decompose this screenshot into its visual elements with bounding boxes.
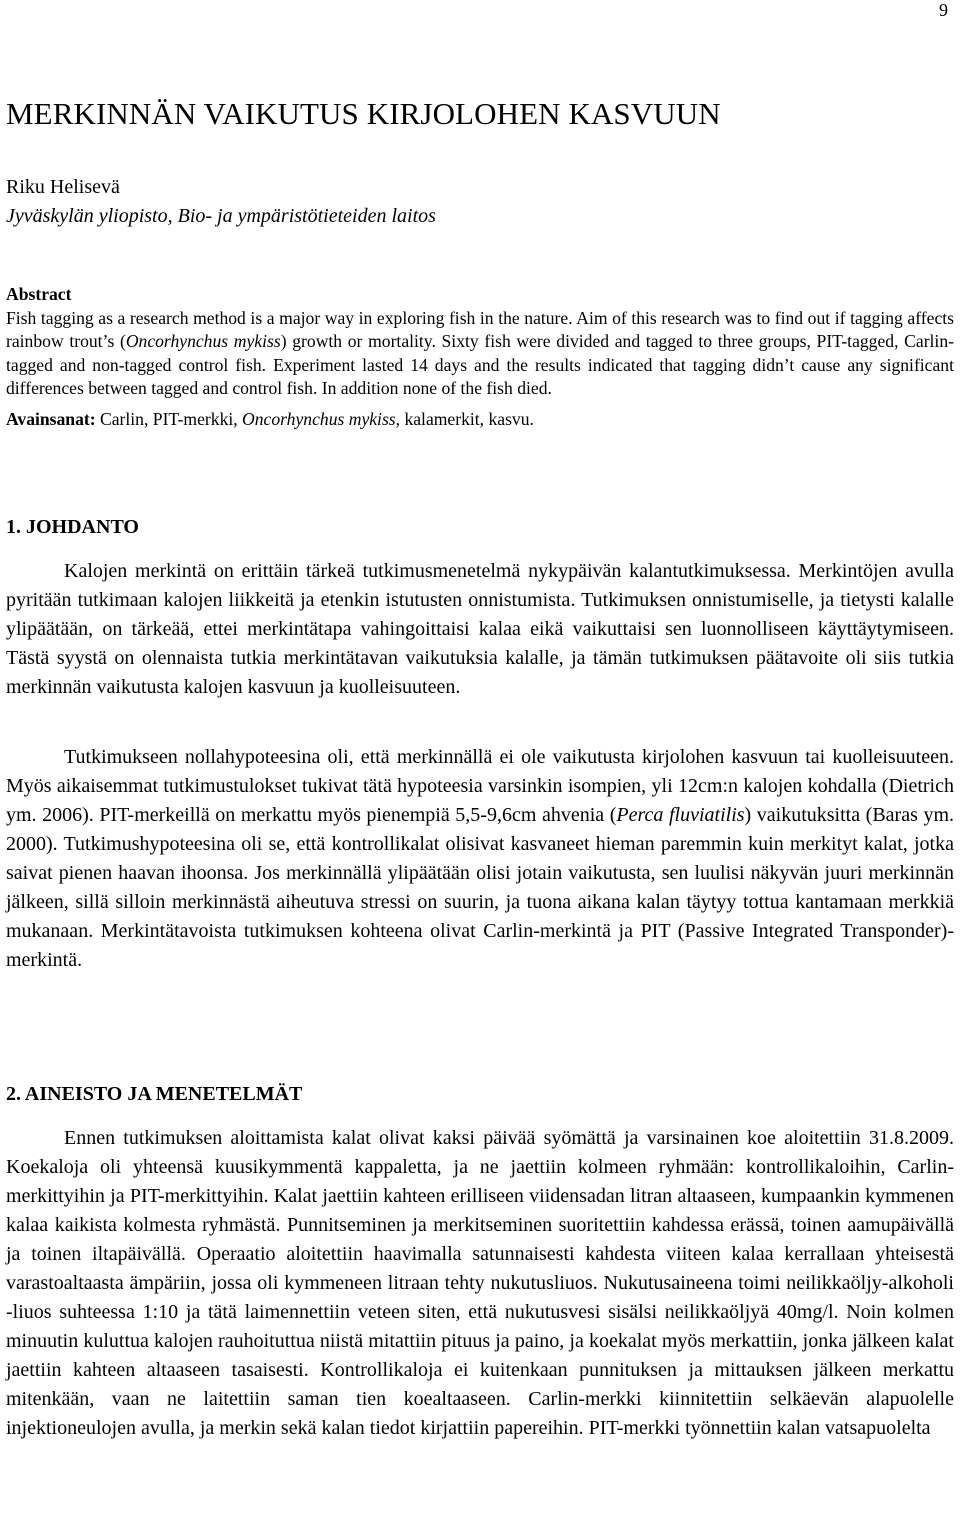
author-affiliation: Jyväskylän yliopisto, Bio- ja ympäristötieteiden laitos <box>6 205 436 227</box>
section-1-paragraph-2 <box>6 743 954 975</box>
abstract-text <box>6 307 954 401</box>
page-title: MERKINNÄN VAIKUTUS KIRJOLOHEN KASVUUN <box>6 96 721 131</box>
author-name: Riku Helisevä <box>6 176 120 198</box>
keywords-part-1: Carlin, PIT-merkki, <box>95 408 243 429</box>
abstract-section <box>6 283 954 431</box>
page-number: 9 <box>939 0 948 20</box>
section-1-heading: 1. JOHDANTO <box>6 516 139 538</box>
abstract-heading: Abstract <box>6 284 72 304</box>
keywords <box>6 408 954 432</box>
section-1-paragraph-1: Kalojen merkintä on erittäin tärkeä tutkimusmenetelmä nykypäivän kalantutkimuksessa. Merkintöjen avulla pyritään tutkimaan kalojen liikkeitä ja etenkin istutusten onnistumista. Tutkimuksen onnistumiselle, ja tietysti kalalle ylipäätään, on tärkeää, ettei merkintätapa vahingoittaisi kalaa eikä vaikuttaisi sen luonnolliseen käyttäytymiseen. Tästä syystä on olennaista tutkia merkintätavan vaikutuksia kalalle, ja tämän tutkimuksen päätavoite oli siis tutkia merkinnän vaikutusta kalojen kasvuun ja kuolleisuuteen. <box>6 560 954 698</box>
paragraph-species: Perca fluviatilis <box>616 804 745 826</box>
section-1-paragraph-2-part-2: ) vaikutuksitta (Baras ym. 2000). Tutkimushypoteesina oli se, että kontrollikalat olisivat kasvaneet hieman paremmin kuin merkityt kalat, jotka saivat pienen haavan ihoonsa. Jos merkinnällä ylipäätään olisi jotain vaikutusta, sen luulisi näkyvän juuri merkinnän jälkeen, sillä silloin merkinnästä aiheutuva stressi on suurin, ja tuona aikana kalan täytyy tottua kantamaan merkkiä mukanaan. Merkintätavoista tutkimuksen kohteena olivat Carlin-merkintä ja PIT (Passive Integrated Transponder)-merkintä. <box>6 804 955 971</box>
abstract-species: Oncorhynchus mykiss <box>125 331 281 351</box>
section-2-paragraph-1: Ennen tutkimuksen aloittamista kalat olivat kaksi päivää syömättä ja varsinainen koe aloitettiin 31.8.2009. Koekaloja oli yhteensä kuusikymmentä kappaletta, ja ne jaettiin kolmeen ryhmään: kontrollikaloihin, Carlin-merkittyihin ja PIT-merkittyihin. Kalat jaettiin kahteen erilliseen viidensadan litran altaaseen, kumpaankin kymmenen kalaa kaikista kolmesta ryhmästä. Punnitseminen ja merkitseminen suoritettiin kahdessa erässä, toinen aamupäivällä ja toinen iltapäivällä. Operaatio aloitettiin haavimalla satunnaisesti kahdesta viiteen kalaa kerrallaan yhteisestä varastoaltaasta ämpäriin, jossa oli kymmeneen litraan tehty nukutusliuos. Nukutusaineena toimi neilikkaöljy-alkoholi -liuos suhteessa 1:10 ja tätä laimennettiin veteen siten, että nukutusvesi sisälsi neilikkaöljyä 40mg/l. Noin kolmen minuutin kuluttua kalojen rauhoituttua niistä mitattiin pituus ja paino, ja koekalat myös merkattiin, jonka jälkeen kalat jaettiin kahteen altaaseen tasaisesti. Kontrollikaloja ei kuitenkaan punnituksen ja mittauksen jälkeen merkattu mitenkään, vaan ne laitettiin saman tien koealtaaseen. Carlin-merkki kiinnitettiin selkäevän alapuolelle injektioneulojen avulla, ja merkin sekä kalan tiedot kirjattiin papereihin. PIT-merkki työnnettiin kalan vatsapuolelta <box>6 1127 954 1439</box>
keywords-label: Avainsanat: <box>6 408 96 429</box>
keywords-part-2: kalamerkit, kasvu. <box>400 408 534 429</box>
abstract-text-part-2: ) growth or mortality. Sixty fish were divided and tagged to three groups, PIT-tagged, Carlin-tagged and non-tagged control fish. Experiment lasted 14 days and the results indicated that tagging didn’t cause any significant differences between tagged and control fish. In addition none of the fish died. <box>6 331 954 398</box>
keywords-species: Oncorhynchus mykiss, <box>242 408 401 429</box>
abstract-text-part-1: Fish tagging as a research method is a major way in exploring fish in the nature. Aim of this research was to find out if tagging affects rainbow trout’s ( <box>6 307 954 351</box>
section-2-heading: 2. AINEISTO JA MENETELMÄT <box>6 1083 303 1105</box>
section-1-paragraph-2-part-1: Tutkimukseen nollahypoteesina oli, että merkinnällä ei ole vaikutusta kirjolohen kasvuun tai kuolleisuuteen. Myös aikaisemmat tutkimustulokset tukivat tätä hypoteesia varsinkin isompien, yli 12cm:n kalojen kohdalla (Dietrich ym. 2006). PIT-merkeillä on merkattu myös pienempiä 5,5-9,6cm ahvenia ( <box>6 746 954 826</box>
